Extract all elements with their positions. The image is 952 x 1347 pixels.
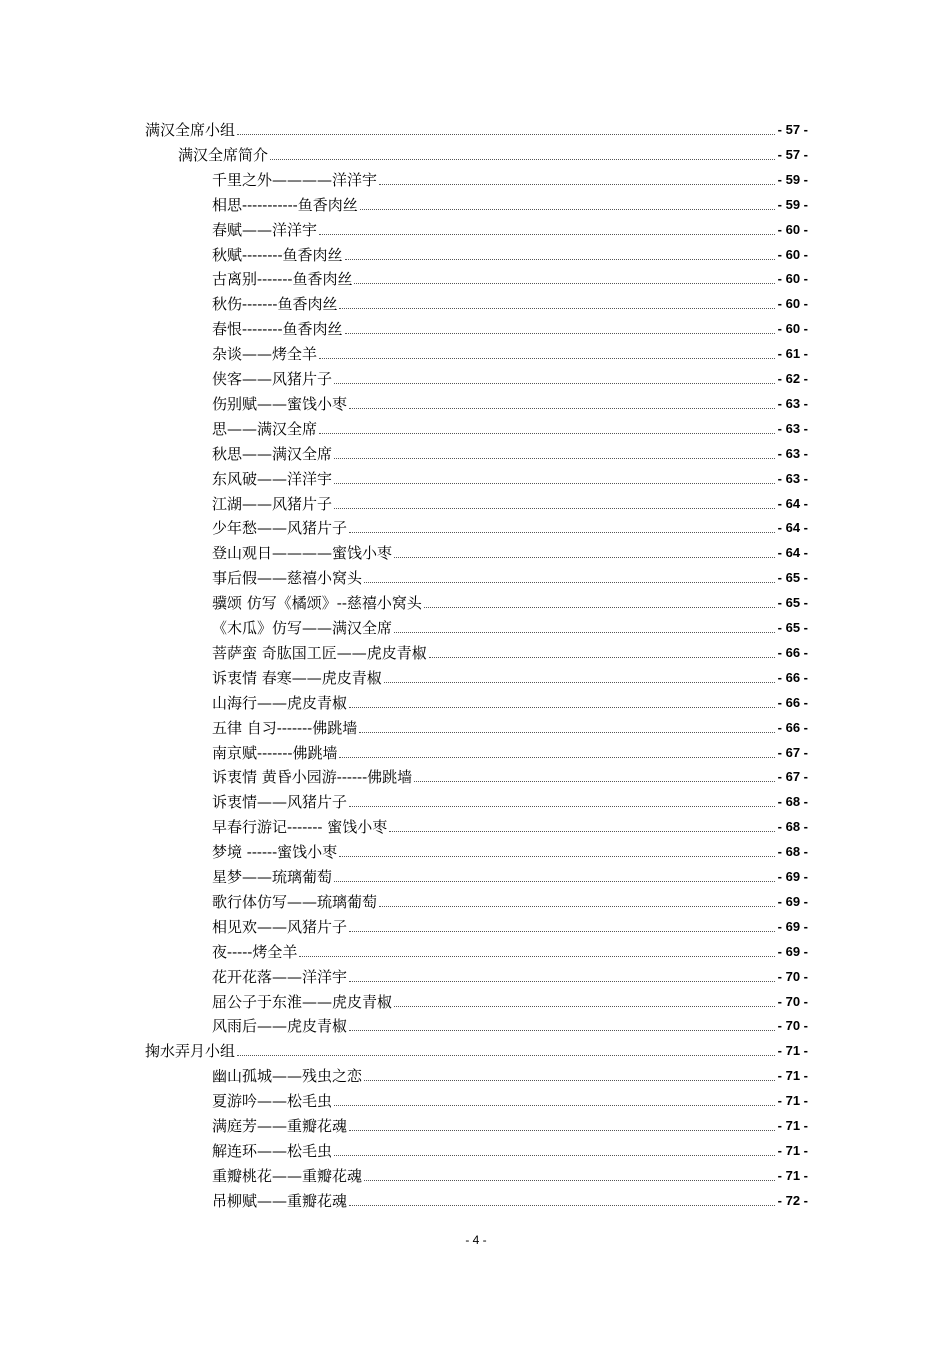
toc-entry-page: - 68 - bbox=[777, 794, 808, 810]
toc-entry-page: - 71 - bbox=[777, 1118, 808, 1133]
toc-entry-page: - 71 - bbox=[777, 1167, 808, 1183]
toc-leader-dots bbox=[349, 531, 775, 533]
toc-entry[interactable] bbox=[212, 713, 808, 737]
toc-entry[interactable] bbox=[212, 439, 808, 463]
toc-leader-dots bbox=[349, 980, 775, 982]
toc-entry-page: - 70 - bbox=[777, 968, 808, 984]
toc-entry-page: - 60 - bbox=[777, 321, 808, 337]
toc-entry[interactable] bbox=[212, 588, 808, 612]
toc-entry-title: 诉衷情 黄昏小园游------佛跳墙 bbox=[212, 768, 413, 787]
toc-entry-page: - 64 - bbox=[777, 545, 808, 561]
toc-entry[interactable] bbox=[212, 314, 808, 338]
toc-entry[interactable] bbox=[212, 1086, 808, 1110]
toc-entry[interactable] bbox=[145, 115, 808, 139]
toc-entry-title: 早春行游记------- 蜜饯小枣 bbox=[212, 818, 388, 837]
toc-entry-page: - 65 - bbox=[777, 595, 808, 611]
toc-entry-title: 春恨--------鱼香肉丝 bbox=[212, 320, 343, 339]
toc-entry-title: 花开花落——洋洋宇 bbox=[212, 967, 348, 986]
toc-entry-page: - 71 - bbox=[777, 1093, 808, 1109]
toc-entry-page: - 64 - bbox=[777, 495, 808, 511]
toc-entry-page: - 57 - bbox=[777, 122, 808, 137]
toc-entry-page: - 66 - bbox=[777, 669, 808, 685]
toc-leader-dots bbox=[379, 183, 775, 185]
toc-entry-title: 春赋——洋洋宇 bbox=[212, 220, 318, 239]
toc-entry-page: - 66 - bbox=[777, 644, 808, 660]
toc-entry-page: - 69 - bbox=[777, 918, 808, 934]
toc-entry-page: - 66 - bbox=[777, 719, 808, 735]
toc-leader-dots bbox=[364, 1079, 775, 1081]
toc-entry-page: - 60 - bbox=[777, 296, 808, 312]
toc-leader-dots bbox=[237, 133, 775, 135]
toc-entry[interactable] bbox=[145, 1036, 808, 1060]
toc-entry-title: 星梦——琉璃葡萄 bbox=[212, 868, 333, 886]
toc-entry-page: - 59 - bbox=[777, 171, 808, 187]
toc-entry-title: 思——满汉全席 bbox=[212, 419, 318, 438]
toc-entry[interactable] bbox=[212, 1161, 808, 1185]
toc-entry-title: 夏游吟——松毛虫 bbox=[212, 1092, 333, 1111]
toc-entry[interactable] bbox=[212, 464, 808, 488]
toc-entry[interactable] bbox=[212, 837, 808, 861]
toc-leader-dots bbox=[334, 482, 775, 484]
toc-leader-dots bbox=[319, 357, 775, 359]
toc-leader-dots bbox=[349, 930, 775, 932]
toc-entry-title: 事后假——慈禧小窝头 bbox=[212, 569, 363, 588]
toc-entry[interactable] bbox=[212, 364, 808, 388]
toc-leader-dots bbox=[339, 307, 774, 309]
toc-leader-dots bbox=[270, 158, 775, 160]
toc-entry-title: 南京赋-------佛跳墙 bbox=[212, 743, 338, 762]
toc-leader-dots bbox=[429, 656, 775, 658]
page-number: - 4 - bbox=[465, 1233, 487, 1247]
toc-entry[interactable] bbox=[212, 165, 808, 189]
toc-leader-dots bbox=[360, 208, 775, 210]
toc-leader-dots bbox=[384, 681, 775, 683]
toc-leader-dots bbox=[364, 1179, 775, 1181]
toc-leader-dots bbox=[389, 830, 774, 832]
toc-entry[interactable] bbox=[212, 489, 808, 513]
toc-entry-page: - 71 - bbox=[777, 1043, 808, 1059]
toc-entry[interactable] bbox=[212, 762, 808, 786]
toc-leader-dots bbox=[394, 631, 775, 633]
toc-entry[interactable] bbox=[212, 787, 808, 811]
toc-leader-dots bbox=[364, 581, 775, 583]
toc-leader-dots bbox=[319, 233, 775, 235]
toc-entry[interactable] bbox=[212, 538, 808, 562]
toc-leader-dots bbox=[334, 457, 775, 459]
toc-entry-page: - 71 - bbox=[777, 1142, 808, 1158]
toc-entry-title: 诉衷情 春寒——虎皮青椒 bbox=[212, 668, 382, 687]
toc-entry-title: 菩萨蛮 奇肱国工匠——虎皮青椒 bbox=[212, 643, 427, 662]
toc-entry-page: - 63 - bbox=[777, 445, 808, 461]
toc-entry-title: 秋思——满汉全席 bbox=[212, 444, 333, 463]
toc-entry-page: - 63 - bbox=[777, 470, 808, 486]
toc-entry-title: 掬水弄月小组 bbox=[145, 1042, 236, 1061]
toc-leader-dots bbox=[334, 382, 775, 384]
toc-leader-dots bbox=[299, 955, 774, 957]
toc-entry[interactable] bbox=[212, 1136, 808, 1160]
toc-entry-title: 吊柳赋——重瓣花魂 bbox=[212, 1191, 348, 1210]
toc-entry-page: - 69 - bbox=[777, 869, 808, 884]
toc-entry-page: - 62 - bbox=[777, 371, 808, 386]
toc-entry-page: - 71 - bbox=[777, 1068, 808, 1084]
toc-entry[interactable] bbox=[212, 240, 808, 264]
toc-entry-title: 满庭芳——重瓣花魂 bbox=[212, 1117, 348, 1135]
toc-leader-dots bbox=[349, 1204, 775, 1206]
toc-leader-dots bbox=[414, 780, 774, 782]
toc-entry-page: - 67 - bbox=[777, 769, 808, 785]
toc-entry[interactable] bbox=[212, 513, 808, 537]
toc-leader-dots bbox=[237, 1054, 775, 1056]
toc-entry[interactable] bbox=[212, 1061, 808, 1085]
toc-leader-dots bbox=[345, 258, 775, 260]
toc-entry-title: 少年愁——风猪片子 bbox=[212, 519, 348, 538]
toc-entry-page: - 68 - bbox=[777, 844, 808, 860]
toc-leader-dots bbox=[349, 1029, 775, 1031]
toc-leader-dots bbox=[354, 282, 774, 284]
toc-entry-title: 五律 自习-------佛跳墙 bbox=[212, 718, 358, 737]
toc-entry[interactable] bbox=[212, 1111, 808, 1135]
toc-entry[interactable] bbox=[212, 215, 808, 239]
toc-entry-page: - 65 - bbox=[777, 570, 808, 586]
toc-entry-title: 满汉全席小组 bbox=[145, 121, 236, 139]
toc-leader-dots bbox=[334, 507, 775, 509]
toc-entry-title: 山海行——虎皮青椒 bbox=[212, 693, 348, 712]
toc-entry-title: 千里之外————洋洋宇 bbox=[212, 170, 378, 189]
toc-entry-title: 侠客——风猪片子 bbox=[212, 370, 333, 388]
toc-leader-dots bbox=[339, 756, 774, 758]
toc-leader-dots bbox=[424, 606, 775, 608]
toc-leader-dots bbox=[349, 407, 775, 409]
toc-entry[interactable] bbox=[212, 887, 808, 911]
toc-entry[interactable] bbox=[212, 613, 808, 637]
toc-leader-dots bbox=[339, 855, 774, 857]
toc-leader-dots bbox=[349, 1129, 775, 1131]
toc-entry-title: 江湖——风猪片子 bbox=[212, 494, 333, 513]
toc-entry-page: - 67 - bbox=[777, 744, 808, 760]
toc-entry-page: - 60 - bbox=[777, 246, 808, 262]
toc-entry[interactable] bbox=[212, 339, 808, 363]
toc-entry-title: 相思-----------鱼香肉丝 bbox=[212, 195, 358, 214]
toc-entry-page: - 65 - bbox=[777, 620, 808, 635]
toc-leader-dots bbox=[319, 432, 775, 434]
toc-entry-page: - 64 - bbox=[777, 520, 808, 536]
toc-entry-title: 解连环——松毛虫 bbox=[212, 1141, 333, 1160]
toc-entry-title: 古离别-------鱼香肉丝 bbox=[212, 270, 353, 289]
toc-entry[interactable] bbox=[212, 862, 808, 886]
toc-entry-page: - 60 - bbox=[777, 221, 808, 237]
toc-leader-dots bbox=[334, 1104, 775, 1106]
toc-entry[interactable] bbox=[178, 140, 808, 164]
toc-entry-title: 屈公子于东淮——虎皮青椒 bbox=[212, 992, 393, 1011]
toc-entry[interactable] bbox=[212, 738, 808, 762]
toc-entry[interactable] bbox=[212, 987, 808, 1011]
toc-entry-page: - 69 - bbox=[777, 893, 808, 909]
toc-entry-title: 诉衷情——风猪片子 bbox=[212, 793, 348, 812]
toc-entry-page: - 70 - bbox=[777, 993, 808, 1009]
toc-leader-dots bbox=[349, 805, 775, 807]
toc-leader-dots bbox=[394, 556, 775, 558]
toc-entry-page: - 59 - bbox=[777, 196, 808, 212]
toc-entry[interactable] bbox=[212, 264, 808, 288]
toc-leader-dots bbox=[379, 905, 775, 907]
toc-entry-title: 歌行体仿写——琉璃葡萄 bbox=[212, 892, 378, 911]
toc-entry-title: 伤别赋——蜜饯小枣 bbox=[212, 394, 348, 413]
toc-leader-dots bbox=[334, 880, 775, 882]
toc-entry-title: 幽山孤城——残虫之恋 bbox=[212, 1067, 363, 1086]
toc-entry[interactable] bbox=[212, 1011, 808, 1035]
toc-entry[interactable] bbox=[212, 912, 808, 936]
toc-entry-title: 秋赋--------鱼香肉丝 bbox=[212, 245, 343, 264]
toc-entry[interactable] bbox=[212, 663, 808, 687]
toc-entry-page: - 66 - bbox=[777, 694, 808, 710]
toc-entry-title: 骥颂 仿写《橘颂》--慈禧小窝头 bbox=[212, 594, 422, 613]
toc-leader-dots bbox=[345, 332, 775, 334]
toc-entry-title: 重瓣桃花——重瓣花魂 bbox=[212, 1166, 363, 1185]
toc-entry-title: 杂谈——烤全羊 bbox=[212, 345, 318, 364]
toc-entry-page: - 69 - bbox=[777, 943, 808, 959]
toc-entry-title: 秋伤-------鱼香肉丝 bbox=[212, 295, 338, 314]
toc-entry-title: 登山观日————蜜饯小枣 bbox=[212, 544, 393, 563]
toc-entry[interactable] bbox=[212, 414, 808, 438]
toc-leader-dots bbox=[394, 1005, 775, 1007]
toc-entry-page: - 72 - bbox=[777, 1192, 808, 1208]
toc-entry-page: - 63 - bbox=[777, 420, 808, 436]
toc-entry-page: - 61 - bbox=[777, 346, 808, 362]
toc-entry[interactable] bbox=[212, 962, 808, 986]
toc-entry-page: - 70 - bbox=[777, 1018, 808, 1034]
toc-entry[interactable] bbox=[212, 389, 808, 413]
toc-entry[interactable] bbox=[212, 289, 808, 313]
toc-entry[interactable] bbox=[212, 563, 808, 587]
toc-entry-page: - 57 - bbox=[777, 146, 808, 162]
toc-entry-title: 梦境 ------蜜饯小枣 bbox=[212, 843, 338, 862]
toc-entry[interactable] bbox=[212, 688, 808, 712]
toc-entry-title: 《木瓜》仿写——满汉全席 bbox=[212, 619, 393, 637]
toc-entry-title: 相见欢——风猪片子 bbox=[212, 917, 348, 936]
toc-leader-dots bbox=[359, 731, 774, 733]
toc-entry[interactable] bbox=[212, 190, 808, 214]
toc-entry-page: - 68 - bbox=[777, 819, 808, 835]
toc-entry-title: 满汉全席简介 bbox=[178, 145, 269, 164]
toc-entry-page: - 63 - bbox=[777, 395, 808, 411]
toc-entry-title: 风雨后——虎皮青椒 bbox=[212, 1017, 348, 1036]
toc-entry[interactable] bbox=[212, 812, 808, 836]
toc-leader-dots bbox=[349, 706, 775, 708]
toc-entry-title: 东风破——洋洋宇 bbox=[212, 469, 333, 488]
toc-entry-page: - 60 - bbox=[777, 271, 808, 287]
toc-entry-title: 夜-----烤全羊 bbox=[212, 942, 298, 961]
toc-entry[interactable] bbox=[212, 1186, 808, 1210]
toc-entry[interactable] bbox=[212, 937, 808, 961]
toc-leader-dots bbox=[334, 1154, 775, 1156]
toc-entry[interactable] bbox=[212, 638, 808, 662]
